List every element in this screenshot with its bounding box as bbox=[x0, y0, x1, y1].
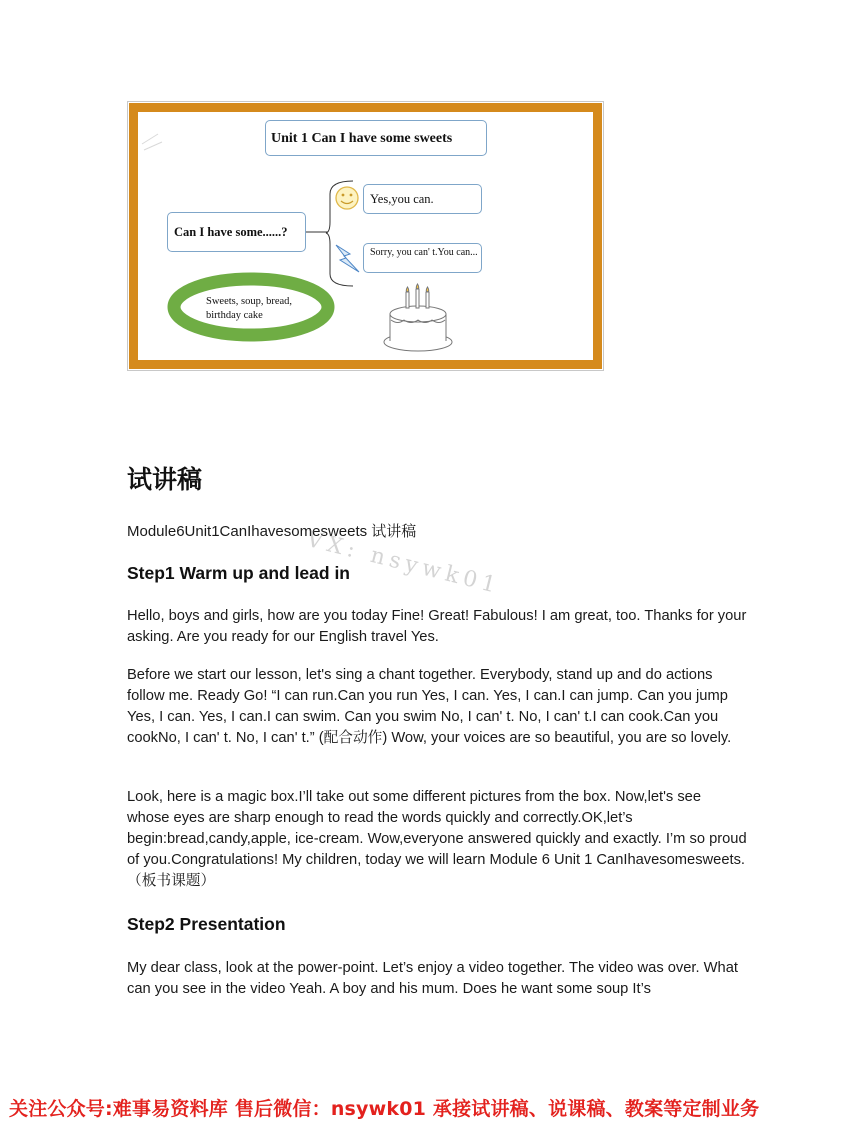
scribble-mark bbox=[142, 134, 162, 150]
board-title-box: Unit 1 Can I have some sweets bbox=[265, 120, 487, 156]
watermark-text: VX: nsywk01 bbox=[303, 527, 504, 600]
document-subtitle: Module6Unit1CanIhavesomesweets 试讲稿 bbox=[127, 523, 417, 540]
yes-answer-box: Yes,you can. bbox=[363, 184, 482, 214]
step1-paragraph-3: Look, here is a magic box.I’ll take out some different pictures from the box. Now,let's see whose eyes are sharp enough to read the words quickly and correctly.OK,let’s begin:bread,candy,apple, ice-cream. Wow,everyone answered quickly and exactly. I’m so proud of you.Congratulations! My children, today we will learn Module 6 Unit 1 CanIhavesomesweets.（板书课题） bbox=[127, 789, 747, 889]
question-box: Can I have some......? bbox=[167, 212, 306, 252]
step1-heading: Step1 Warm up and lead in bbox=[127, 563, 350, 583]
step2-paragraph-1: My dear class, look at the power-point. Let’s enjoy a video together. The video was over. What can you see in the video Yeah. A boy and his mum. Does he want some soup It’s bbox=[127, 960, 738, 997]
step1-paragraph-1: Hello, boys and girls, how are you today Fine! Great! Fabulous! I am great, too. Thanks for your asking. Are you ready for our English travel Yes. bbox=[127, 608, 747, 645]
smiley-face-icon bbox=[336, 187, 358, 209]
step2-heading: Step2 Presentation bbox=[127, 914, 286, 934]
birthday-cake-icon bbox=[384, 284, 452, 351]
food-list-text: Sweets, soup, bread, birthday cake bbox=[206, 296, 293, 321]
page-heading: 试讲稿 bbox=[127, 465, 203, 494]
lightning-icon bbox=[336, 245, 359, 272]
step1-paragraph-2: Before we start our lesson, let's sing a chant together. Everybody, stand up and do actions follow me. Ready Go! “I can run.Can you run Yes, I can. Yes, I can.I can jump. Can you jump Yes, I can. Yes, I can.I can swim. Can you swim No, I can' t. No, I can' t.I can cook.Can you cookNo, I can' t. No, I can' t.” (配合动作) Wow, your voices are so beautiful, you are so lovely. bbox=[127, 667, 732, 746]
footer-banner: 关注公众号:难事易资料库 售后微信：nsywk01 承接试讲稿、说课稿、教案等定制业务 bbox=[9, 1098, 760, 1120]
no-answer-box: Sorry, you can' t.You can... bbox=[363, 243, 482, 273]
board-writing-figure bbox=[127, 101, 604, 371]
